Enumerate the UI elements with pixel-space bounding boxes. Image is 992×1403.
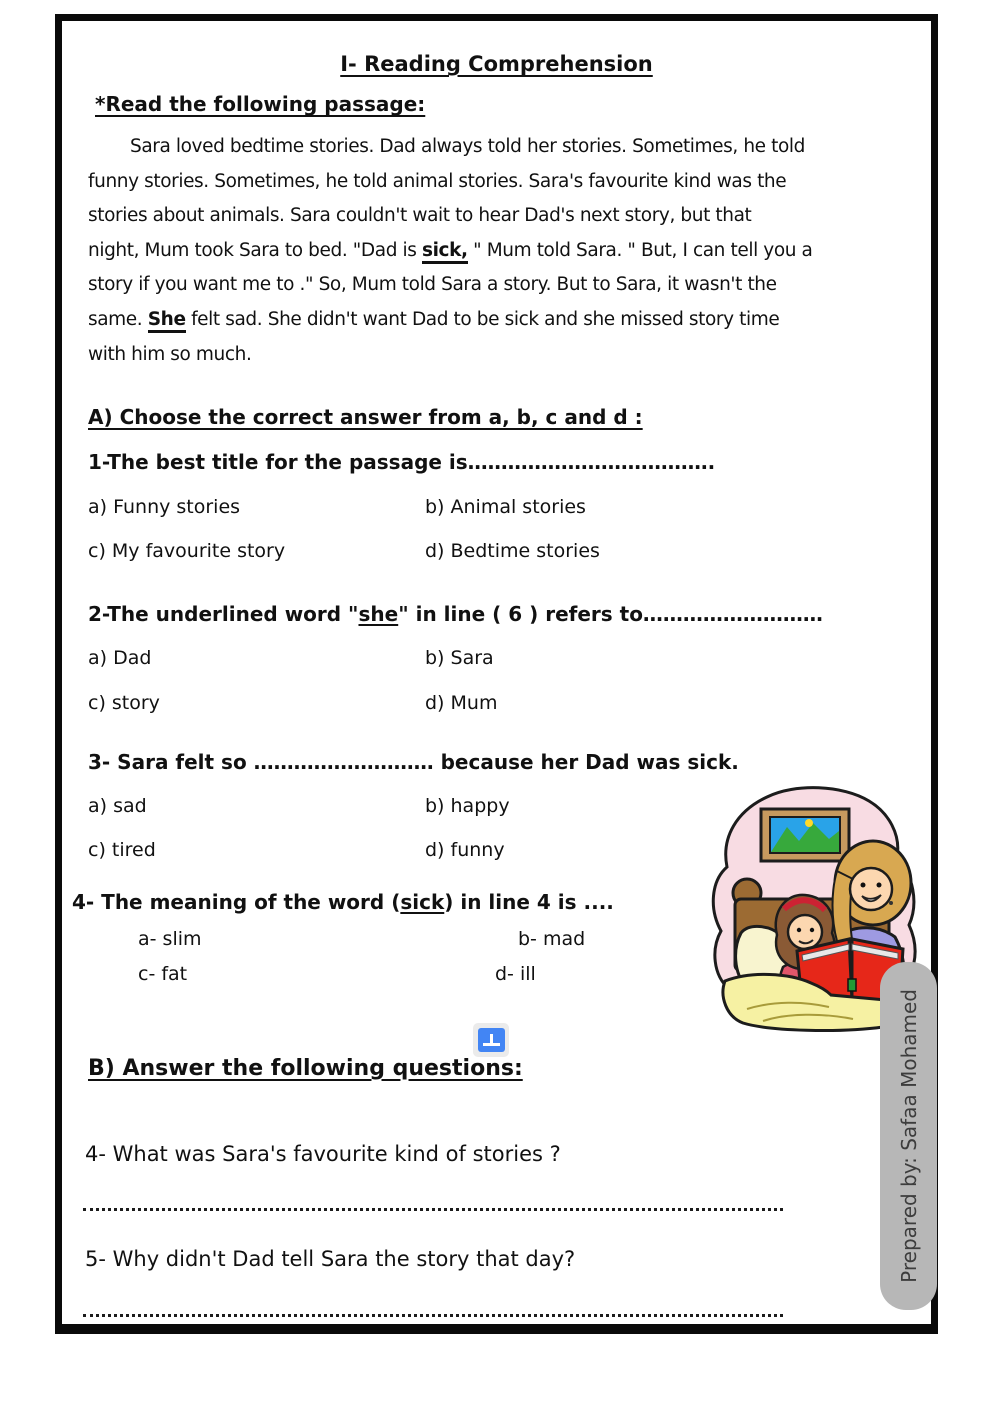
passage-line: stories about animals. Sara couldn't wait to hear Dad's next story, but that <box>88 205 752 227</box>
underlined-word-she: She <box>148 309 186 333</box>
q2-option-c: c) story <box>88 692 160 714</box>
q2-option-b: b) Sara <box>425 647 494 669</box>
q3-option-a: a) sad <box>88 795 147 817</box>
question-1-stem: 1-The best title for the passage is………………………………. <box>88 450 716 474</box>
answer-line-1 <box>83 1207 783 1211</box>
question-3-stem: 3- Sara felt so ……………………… because her Dad was sick. <box>88 750 739 774</box>
passage-line: same. She felt sad. She didn't want Dad to be sick and she missed story time <box>88 303 928 338</box>
q1-option-d: d) Bedtime stories <box>425 540 600 562</box>
passage-line: funny stories. Sometimes, he told animal stories. Sara's favourite kind was the <box>88 170 787 192</box>
q3-option-c: c) tired <box>88 839 156 861</box>
section-b-heading: B) Answer the following questions: <box>88 1056 523 1081</box>
question-b4: 4- What was Sara's favourite kind of stories ? <box>85 1142 561 1166</box>
q4-option-d: d- ill <box>495 963 536 985</box>
q3-option-d: d) funny <box>425 839 505 861</box>
q2-option-a: a) Dad <box>88 647 152 669</box>
question-4-stem: 4- The meaning of the word (sick) in line 4 is .... <box>72 890 614 914</box>
passage-line: Sara loved bedtime stories. Dad always told her stories. Sometimes, he told <box>130 136 805 157</box>
q1-option-b: b) Animal stories <box>425 496 586 518</box>
sun-icon <box>805 819 813 827</box>
passage-line: night, Mum took Sara to bed. "Dad is sick, " Mum told Sara. " But, I can tell you a <box>88 234 928 269</box>
prepared-by-text: Prepared by: Safaa Mohamed <box>896 989 921 1283</box>
picture-frame <box>761 809 849 861</box>
q4-option-c: c- fat <box>138 963 188 985</box>
q4-option-b: b- mad <box>518 928 586 950</box>
earring <box>889 901 893 905</box>
prepared-by-badge <box>880 962 937 1310</box>
answer-line-2 <box>83 1313 783 1317</box>
passage-line: with him so much. <box>88 343 252 365</box>
underlined-sick: sick <box>400 890 445 914</box>
read-instruction: *Read the following passage: <box>95 92 426 116</box>
section-a-heading: A) Choose the correct answer from a, b, c and d : <box>88 405 643 429</box>
underlined-she: she <box>358 602 399 626</box>
passage-line: story if you want me to ." So, Mum told Sara a story. But to Sara, it wasn't the <box>88 274 777 296</box>
q4-option-a: a- slim <box>138 928 202 950</box>
question-b5: 5- Why didn't Dad tell Sara the story that day? <box>85 1247 576 1271</box>
insert-marker-button[interactable] <box>478 1028 505 1052</box>
insert-anchor-icon <box>483 1034 500 1046</box>
underlined-word-sick: sick, <box>422 240 468 264</box>
reading-passage <box>88 130 928 372</box>
q2-option-d: d) Mum <box>425 692 498 714</box>
q1-option-c: c) My favourite story <box>88 540 286 562</box>
q1-option-a: a) Funny stories <box>88 496 241 518</box>
q3-option-b: b) happy <box>425 795 510 817</box>
question-2-stem: 2-The underlined word "she" in line ( 6 ) refers to……………………… <box>88 602 823 626</box>
page-title: I- Reading Comprehension <box>340 52 653 76</box>
